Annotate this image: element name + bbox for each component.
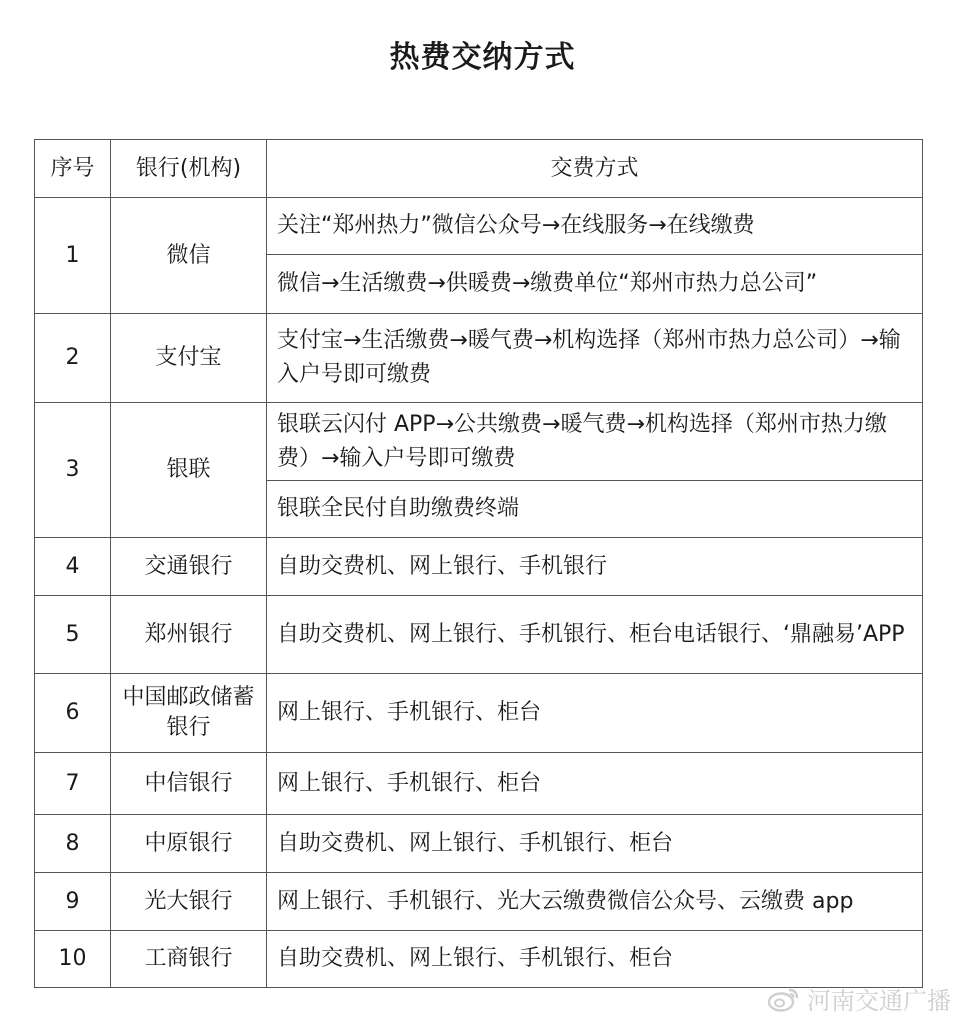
table-row: [35, 314, 923, 403]
table-row: [35, 596, 923, 674]
table-row: [35, 815, 923, 873]
table-row: [35, 403, 923, 481]
row-index: 4: [35, 538, 111, 596]
row-method: 自助交费机、网上银行、手机银行、柜台: [267, 815, 923, 873]
payment-methods-table: [34, 139, 923, 988]
row-index: 6: [35, 674, 111, 753]
table-row: [35, 873, 923, 931]
table-row: [35, 931, 923, 988]
header-bank: 银行(机构): [111, 140, 267, 198]
row-method: 自助交费机、网上银行、手机银行、柜台: [267, 931, 923, 988]
watermark-text: 河南交通广播: [807, 987, 951, 1015]
table-row: [35, 538, 923, 596]
row-method: 网上银行、手机银行、光大云缴费微信公众号、云缴费 app: [267, 873, 923, 931]
weibo-icon: [767, 985, 801, 1013]
row-index: 5: [35, 596, 111, 674]
row-method: 自助交费机、网上银行、手机银行: [267, 538, 923, 596]
row-index: 2: [35, 314, 111, 403]
row-index: 8: [35, 815, 111, 873]
row-bank: 工商银行: [111, 931, 267, 988]
table-row: [35, 753, 923, 815]
row-method: 微信→生活缴费→供暖费→缴费单位“郑州市热力总公司”: [267, 255, 923, 314]
page-title: 热费交纳方式: [389, 40, 576, 75]
row-method: 银联全民付自助缴费终端: [267, 481, 923, 538]
row-index: 3: [35, 403, 111, 538]
row-index: 7: [35, 753, 111, 815]
row-method: 自助交费机、网上银行、手机银行、柜台电话银行、‘鼎融易’APP: [267, 596, 923, 674]
row-method: 关注“郑州热力”微信公众号→在线服务→在线缴费: [267, 198, 923, 255]
row-bank: 交通银行: [111, 538, 267, 596]
row-method: 支付宝→生活缴费→暖气费→机构选择（郑州市热力总公司）→输入户号即可缴费: [267, 314, 923, 403]
row-method: 网上银行、手机银行、柜台: [267, 674, 923, 753]
row-bank: 中国邮政储蓄银行: [111, 674, 267, 753]
row-bank: 银联: [111, 403, 267, 538]
row-index: 1: [35, 198, 111, 314]
header-index: 序号: [35, 140, 111, 198]
watermark: [767, 981, 951, 1016]
row-method: 银联云闪付 APP→公共缴费→暖气费→机构选择（郑州市热力缴费）→输入户号即可缴费: [267, 403, 923, 481]
row-bank: 微信: [111, 198, 267, 314]
row-bank: 光大银行: [111, 873, 267, 931]
table-row: [35, 198, 923, 255]
header-method: 交费方式: [267, 140, 923, 198]
row-method: 网上银行、手机银行、柜台: [267, 753, 923, 815]
row-index: 9: [35, 873, 111, 931]
row-bank: 郑州银行: [111, 596, 267, 674]
row-bank: 中信银行: [111, 753, 267, 815]
row-bank: 支付宝: [111, 314, 267, 403]
row-index: 10: [35, 931, 111, 988]
row-bank: 中原银行: [111, 815, 267, 873]
table-row: [35, 674, 923, 753]
